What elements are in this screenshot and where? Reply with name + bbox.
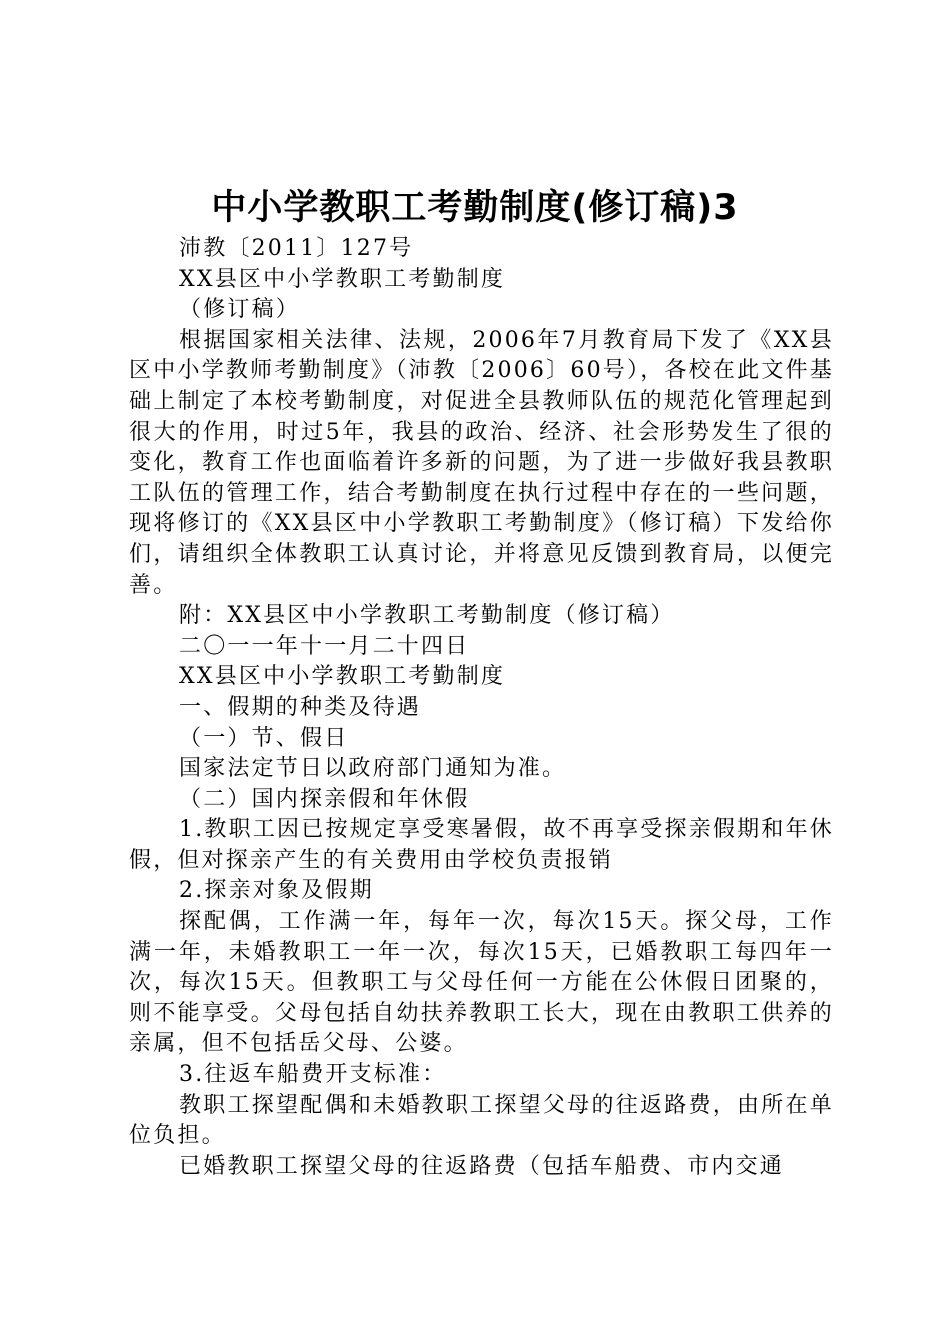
paragraph: （二）国内探亲假和年休假 xyxy=(179,786,470,812)
paragraph: XX县区中小学教职工考勤制度 xyxy=(179,664,506,690)
document-title: 中小学教职工考勤制度(修订稿)3 xyxy=(211,188,739,228)
paragraph: 附：XX县区中小学教职工考勤制度（修订稿） xyxy=(179,603,675,629)
paragraph: 3.往返车船费开支标准： xyxy=(179,1062,447,1088)
paragraph: 1.教职工因已按规定享受寒暑假，故不再享受探亲假期和年休假，但对探亲产生的有关费用由学校负责报销 xyxy=(129,817,834,873)
paragraph: XX县区中小学教职工考勤制度 xyxy=(179,266,506,292)
paragraph: 一、假期的种类及待遇 xyxy=(179,694,422,720)
paragraph: 国家法定节日以政府部门通知为准。 xyxy=(179,756,567,782)
paragraph: （一）节、假日 xyxy=(179,725,349,751)
paragraph: 教职工探望配偶和未婚教职工探望父母的往返路费，由所在单位负担。 xyxy=(129,1092,834,1149)
paragraph: 探配偶，工作满一年，每年一次，每次15天。探父母，工作满一年，未婚教职工一年一次，每次15天，已婚教职工每四年一次，每次15天。但教职工与父母任何一方能在公休假日团聚的，则不能享受。父母包括自幼扶养教职工长大，现在由教职工供养的亲属，但不包括岳父母、公婆。 xyxy=(129,909,834,1057)
paragraph: 根据国家相关法律、法规，2006年7月教育局下发了《XX县区中小学教师考勤制度》（沛教〔2006〕60号），各校在此文件基础上制定了本校考勤制度，对促进全县教师队伍的规范化管理起到很大的作用，时过5年，我县的政治、经济、社会形势发生了很的变化，教育工作也面临着许多新的问题，为了进一步做好我县教职工队伍的管理工作，结合考勤制度在执行过程中存在的一些问题，现将修订的《XX县区中小学教职工考勤制度》（修订稿）下发给你们，请组织全体教职工认真讨论，并将意见反馈到教育局，以便完善。 xyxy=(129,327,834,598)
document-body xyxy=(129,234,834,1182)
paragraph: 已婚教职工探望父母的往返路费（包括车船费、市内交通 xyxy=(179,1153,785,1179)
paragraph: （修订稿） xyxy=(179,297,301,323)
paragraph: 沛教〔2011〕127号 xyxy=(179,236,414,261)
paragraph: 2.探亲对象及假期 xyxy=(179,878,374,904)
paragraph: 二〇一一年十一月二十四日 xyxy=(179,633,470,659)
